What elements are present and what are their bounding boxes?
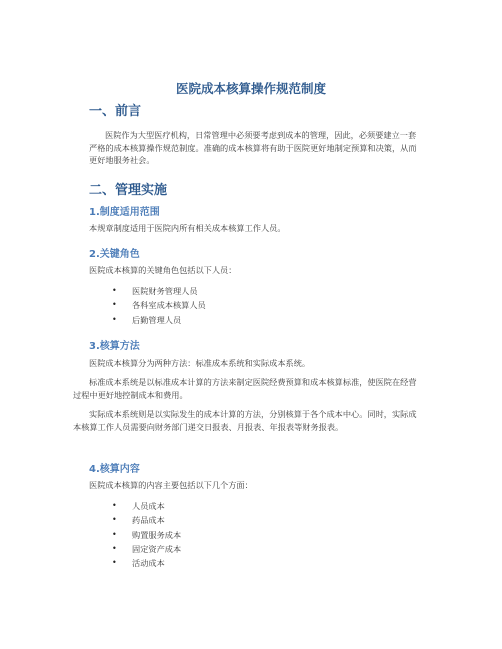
bullet-icon: • bbox=[112, 501, 117, 510]
key-roles-list bbox=[89, 284, 206, 327]
section-heading-preface: 一、前言 bbox=[89, 104, 142, 119]
content-list bbox=[89, 499, 181, 570]
list-item: • 医院财务管理人员 bbox=[89, 284, 206, 298]
bullet-icon: • bbox=[112, 515, 117, 525]
bullet-icon: • bbox=[112, 300, 117, 310]
list-item: • 后勤管理人员 bbox=[89, 313, 206, 327]
list-item: • 各科室成本核算人员 bbox=[89, 298, 206, 312]
subheading-key-roles: 2.关键角色 bbox=[89, 249, 140, 260]
bullet-icon: • bbox=[112, 543, 117, 553]
methods-standard-paragraph: 标准成本系统是以标准成本计算的方法来制定医院经费预算和成本核算标准，使医院在经营过程中更好地控制成本和费用。 bbox=[73, 377, 417, 400]
section-heading-management: 二、管理实施 bbox=[89, 183, 168, 198]
bullet-icon: • bbox=[112, 286, 117, 295]
bullet-icon: • bbox=[112, 558, 117, 568]
list-item: • 人员成本 bbox=[89, 499, 181, 513]
document-title: 医院成本核算操作规范制度 bbox=[175, 81, 326, 96]
bullet-icon: • bbox=[112, 314, 117, 324]
list-item: • 药品成本 bbox=[89, 513, 181, 527]
preface-paragraph: 医院作为大型医疗机构，日常管理中必须要考虑到成本的管理，因此，必须要建立一套严格的成本核算操作规范制度。准确的成本核算将有助于医院更好地制定预算和决策，从而更好地服务社会。 bbox=[89, 130, 417, 165]
subheading-content: 4.核算内容 bbox=[89, 464, 140, 475]
list-item: • 固定资产成本 bbox=[89, 542, 181, 556]
subheading-scope: 1.制度适用范围 bbox=[89, 207, 160, 218]
list-item: • 活动成本 bbox=[89, 556, 181, 570]
scope-paragraph: 本规章制度适用于医院内所有相关成本核算工作人员。 bbox=[89, 223, 286, 233]
list-item: • 购置服务成本 bbox=[89, 528, 181, 542]
content-intro: 医院成本核算的内容主要包括以下几个方面： bbox=[89, 480, 253, 490]
methods-actual-paragraph: 实际成本系统则是以实际发生的成本计算的方法，分别核算于各个成本中心。同时，实际成本核算工作人员需要向财务部门递交日报表、月报表、年报表等财务报表。 bbox=[73, 409, 417, 432]
bullet-icon: • bbox=[112, 529, 117, 539]
methods-intro: 医院成本核算分为两种方法：标准成本系统和实际成本系统。 bbox=[89, 358, 311, 368]
key-roles-intro: 医院成本核算的关键角色包括以下人员： bbox=[89, 265, 237, 275]
subheading-methods: 3.核算方法 bbox=[89, 341, 140, 352]
